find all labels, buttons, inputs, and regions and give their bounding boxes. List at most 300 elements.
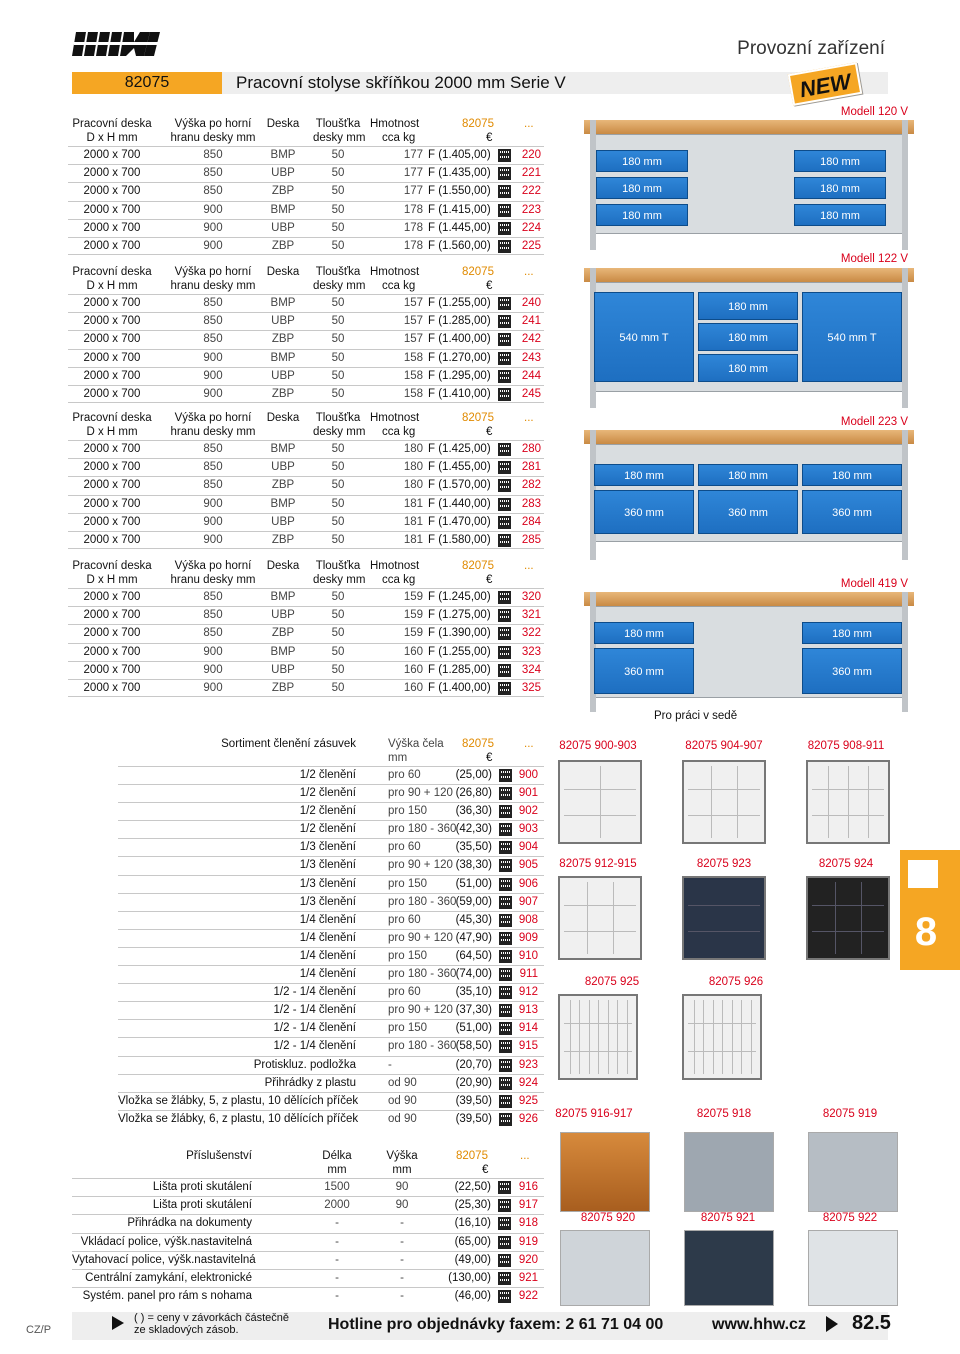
col-head: Tloušťka [315,412,361,424]
qr-code-icon [498,1217,511,1230]
qr-code-icon [498,315,511,328]
qr-code-icon [499,986,512,999]
cell-dimensions: 2000 x 700 [83,497,141,510]
cell-thickness: 50 [331,645,345,658]
bench-drawer: 360 mm [698,490,798,534]
cell-price: F (1.580,00) [428,533,491,546]
cell-top-type: BMP [270,645,296,658]
table-row [68,164,544,182]
cell-dimensions: 2000 x 700 [83,221,141,234]
cell-weight: 159 [403,627,423,640]
cell-front-height: pro 150 [388,877,428,890]
cell-thickness: 50 [331,461,345,474]
cell-price: F (1.560,00) [428,239,491,252]
col-head: Pracovní deska [72,118,152,130]
cell-height: - [400,1253,404,1266]
cell-thickness: 50 [331,515,345,528]
cell-price: (46,00) [454,1290,491,1303]
col-head: desky mm [313,426,366,438]
qr-code-icon [498,1254,511,1267]
cell-thickness: 50 [331,627,345,640]
col-head: € [486,426,493,438]
cell-weight: 181 [403,533,423,546]
accessory-image [684,1230,774,1306]
cell-suffix: 903 [518,823,538,836]
qr-code-icon [499,787,512,800]
cell-front-height: pro 180 - 360 [388,895,457,908]
cell-weight: 157 [403,315,423,328]
col-head: Hmotnost [370,118,420,130]
cell-suffix: 224 [521,221,541,234]
cell-weight: 160 [403,681,423,694]
qr-code-icon [499,896,512,909]
cell-suffix: 901 [518,787,538,800]
cell-price: F (1.425,00) [428,443,491,455]
qr-code-icon [498,149,511,162]
cell-dimensions: 2000 x 700 [83,369,141,382]
cell-top-type: BMP [270,149,296,161]
qr-code-icon [498,388,511,401]
cell-top-type: UBP [271,315,295,328]
cell-weight: 180 [403,461,423,474]
cell-height: 850 [203,479,223,492]
col-head: Hmotnost [370,412,420,424]
cell-front-height: pro 90 + 120 [388,859,453,872]
cell-front-height: od 90 [388,1112,417,1125]
cell-name: Lišta proti skutálení [152,1181,252,1193]
cell-price: F (1.440,00) [428,497,491,510]
cell-dimensions: 2000 x 700 [83,297,141,309]
table-row [68,312,544,330]
cell-suffix: 909 [518,931,538,944]
cell-front-height: od 90 [388,1076,417,1089]
col-head: Pracovní deska [72,412,152,424]
insert-image [806,876,890,960]
cell-price: (38,30) [455,859,492,872]
cell-height: 850 [203,591,223,603]
cell-front-height: pro 60 [388,913,421,926]
cell-height: - [400,1217,404,1230]
table-row [72,1214,544,1232]
cell-name: 1/2 členění [299,805,356,818]
col-head-dots: ... [520,1150,530,1162]
table-row [118,820,544,838]
cell-price: F (1.415,00) [428,203,491,216]
cell-name: 1/2 členění [299,769,356,781]
qr-code-icon [499,1077,512,1090]
cell-weight: 158 [403,387,423,400]
cell-height: 850 [203,443,223,455]
col-head: Výška po horní [174,118,252,130]
cell-name: Systém. panel pro rám s nohama [82,1290,252,1303]
cell-suffix: 926 [518,1112,538,1125]
cell-price: F (1.285,00) [428,663,491,676]
cell-thickness: 50 [331,333,345,346]
bench-drawer: 180 mm [698,464,798,486]
bench-419-image [584,592,914,712]
cell-weight: 159 [403,591,423,603]
arrow-icon [826,1316,838,1332]
col-head: 82075 [462,412,494,424]
bench-drawer: 180 mm [594,464,694,486]
bench-drawer: 360 mm [802,490,902,534]
cell-front-height: pro 60 [388,841,421,854]
model-label-120: Modell 120 V [840,106,908,118]
bench-table [68,116,544,255]
cell-suffix: 904 [518,841,538,854]
table-row [118,1056,544,1074]
table-row [72,1251,544,1269]
table-row [68,661,544,679]
table-row [118,856,544,874]
col-head: Pracovní deska [72,266,152,278]
insert-caption: 82075 918 [696,1108,752,1120]
cell-name: 1/3 členění [299,895,356,908]
cell-suffix: 321 [521,609,541,622]
cell-top-type: UBP [271,609,295,622]
accessory-caption: 82075 920 [580,1212,636,1224]
table-row [68,531,544,549]
arrow-icon [112,1316,124,1330]
table-row [68,349,544,367]
cell-suffix: 911 [519,968,538,981]
cell-price: F (1.255,00) [428,645,491,658]
cell-dimensions: 2000 x 700 [83,609,141,622]
cell-top-type: UBP [271,515,295,528]
cell-price: (59,00) [455,895,492,908]
cell-suffix: 916 [518,1181,538,1193]
col-head-height-unit: mm [392,1164,412,1176]
cell-dimensions: 2000 x 700 [83,387,141,400]
cell-length: - [335,1217,339,1230]
qr-code-icon [499,1040,512,1053]
table-row [72,1233,544,1251]
cell-suffix: 918 [518,1217,538,1230]
cell-price: F (1.295,00) [428,369,491,382]
qr-code-icon [498,1236,511,1249]
col-head: Tloušťka [315,266,361,278]
cell-weight: 181 [403,497,423,510]
table-row [68,440,544,458]
table-row [68,458,544,476]
col-head: Tloušťka [315,560,361,572]
cell-price: (130,00) [448,1271,491,1284]
cell-price: (36,30) [455,805,492,818]
col-head: € [486,132,493,144]
table-row [68,219,544,237]
bench-drawer: 180 mm [794,177,886,199]
cell-thickness: 50 [331,533,345,546]
cell-thickness: 50 [331,443,345,455]
cell-name: 1/2 - 1/4 členění [273,1022,356,1035]
insert-caption: 82075 925 [584,976,640,988]
col-head: hranu desky mm [170,574,256,586]
cell-dimensions: 2000 x 700 [83,627,141,640]
table-row [68,385,544,403]
cell-suffix: 905 [518,859,538,872]
cell-length: 2000 [324,1199,350,1212]
qr-code-icon [498,222,511,235]
table-row [118,893,544,911]
qr-code-icon [498,498,511,511]
col-head: desky mm [313,574,366,586]
table-row [118,1001,544,1019]
cell-front-height: od 90 [388,1094,417,1107]
cell-name: Vložka se žlábky, 6, z plastu, 10 dělících příček [118,1112,359,1125]
cell-weight: 178 [403,203,423,216]
table-row [118,875,544,893]
cell-dimensions: 2000 x 700 [83,645,141,658]
cell-suffix: 244 [521,369,541,382]
insert-image [806,760,890,844]
cell-height: - [400,1235,404,1248]
col-head-currency: € [482,1164,489,1176]
cell-weight: 178 [403,221,423,234]
cell-suffix: 922 [518,1290,538,1303]
table-row [118,838,544,856]
col-head: hranu desky mm [170,426,256,438]
col-head: cca kg [382,574,416,586]
page-title: Pracovní stolyse skříňkou 2000 mm Serie V [236,73,566,92]
cell-suffix: 920 [518,1253,538,1266]
table-row [118,911,544,929]
cell-suffix: 221 [521,167,541,180]
qr-code-icon [499,1022,512,1035]
col-head: ... [524,118,534,130]
cell-price: F (1.435,00) [428,167,491,180]
qr-code-icon [498,240,511,253]
cell-weight: 157 [403,297,423,309]
cell-top-type: UBP [271,369,295,382]
cell-price: (35,10) [455,986,492,999]
col-head: Deska [266,412,300,424]
cell-height: 900 [203,369,223,382]
hhw-logo [70,30,162,58]
col-head: Deska [266,266,300,278]
cell-top-type: UBP [271,221,295,234]
table-row [118,947,544,965]
insert-image [682,876,766,960]
table-row [68,606,544,624]
footer-note-line-2: ze skladových zásob. [134,1324,239,1336]
cell-suffix: 923 [518,1058,538,1071]
cell-height: 850 [203,297,223,309]
cell-price: F (1.410,00) [428,387,491,400]
cell-height: 850 [203,333,223,346]
cell-name: Vkládací police, výšk.nastavitelná [80,1235,252,1248]
table-row [72,1269,544,1287]
col-head: cca kg [382,132,416,144]
qr-code-icon [498,479,511,492]
qr-code-icon [499,1004,512,1017]
cell-height: 900 [203,681,223,694]
cell-weight: 158 [403,351,423,364]
bench-drawer: 180 mm [698,323,798,351]
cell-height: 900 [203,351,223,364]
qr-code-icon [499,878,512,891]
cell-weight: 157 [403,333,423,346]
region-code: CZ/P [26,1324,52,1336]
qr-code-icon [498,1199,511,1212]
table-row [118,965,544,983]
cell-thickness: 50 [331,297,345,309]
cell-dimensions: 2000 x 700 [83,515,141,528]
bench-drawer: 180 mm [596,204,688,226]
cell-name: Vytahovací police, výšk.nastavitelná [72,1253,256,1266]
table-row [72,1196,544,1214]
cell-height: 850 [203,627,223,640]
cell-suffix: 281 [521,461,541,474]
cell-suffix: 921 [518,1271,538,1284]
col-head-front-unit: mm [388,752,408,764]
cell-weight: 160 [403,645,423,658]
cell-suffix: 914 [518,1022,538,1035]
insert-image [558,994,638,1080]
bench-drawer: 180 mm [698,292,798,320]
cell-name: 1/3 členění [299,877,356,890]
bench-table [68,264,544,403]
cell-weight: 177 [403,185,423,198]
cell-thickness: 50 [331,185,345,198]
cell-name: Lišta proti skutálení [152,1199,252,1212]
cell-price: F (1.455,00) [428,461,491,474]
qr-code-icon [499,1059,512,1072]
col-head: Výška po horní [174,412,252,424]
cell-thickness: 50 [331,239,345,252]
cell-front-height: pro 150 [388,1022,428,1035]
bench-drawer: 180 mm [794,150,886,172]
qr-code-icon [498,461,511,474]
cell-top-type: ZBP [271,681,295,694]
cell-height: 900 [203,515,223,528]
cell-length: 1500 [324,1181,350,1193]
website-link[interactable]: www.hhw.cz [712,1316,806,1333]
table-row [68,330,544,348]
insert-image [558,876,642,960]
cell-top-type: UBP [271,461,295,474]
cell-dimensions: 2000 x 700 [83,479,141,492]
cell-top-type: BMP [270,591,296,603]
bench-drawer: 180 mm [594,622,694,644]
bench-122-image [584,268,914,408]
cell-front-height: pro 180 - 360 [388,968,457,981]
cell-height: 90 [395,1199,409,1212]
chapter-tab [900,850,960,970]
cell-name: Protiskluz. podložka [253,1058,356,1071]
bench-drawer: 180 mm [698,354,798,382]
col-head: 82075 [462,560,494,572]
cell-front-height: pro 60 [388,986,421,999]
cell-top-type: ZBP [271,185,295,198]
cell-name: 1/2 - 1/4 členění [273,1040,356,1053]
col-head-name: Sortiment členění zásuvek [221,738,356,750]
cell-suffix: 910 [518,949,538,962]
cell-suffix: 220 [521,149,541,161]
qr-code-icon [498,664,511,677]
cell-price: (49,00) [454,1253,491,1266]
cell-thickness: 50 [331,609,345,622]
table-row [68,643,544,661]
qr-code-icon [499,841,512,854]
qr-code-icon [498,185,511,198]
accessory-image [560,1230,650,1306]
qr-code-icon [499,932,512,945]
cell-price: (20,90) [455,1076,492,1089]
section-title: Provozní zařízení [737,38,885,59]
cell-name: 1/3 členění [299,859,356,872]
cell-dimensions: 2000 x 700 [83,443,141,455]
page-number: 82.5 [852,1312,891,1334]
qr-code-icon [498,609,511,622]
col-head: Deska [266,118,300,130]
cell-thickness: 50 [331,167,345,180]
cell-thickness: 50 [331,351,345,364]
qr-code-icon [499,859,512,872]
col-head: desky mm [313,132,366,144]
cell-price: (39,50) [455,1112,492,1125]
cell-price: F (1.405,00) [428,149,491,161]
qr-code-icon [499,769,512,782]
cell-name: 1/2 členění [299,787,356,800]
cell-top-type: UBP [271,663,295,676]
cell-price: (35,50) [455,841,492,854]
cell-suffix: 285 [521,533,541,546]
cell-price: (16,10) [454,1217,491,1230]
table-row [118,784,544,802]
cell-price: (22,50) [454,1181,491,1193]
col-head: 82075 [462,118,494,130]
new-badge: NEW [788,62,862,106]
cell-dimensions: 2000 x 700 [83,315,141,328]
col-head-code: 82075 [456,1150,488,1162]
qr-code-icon [499,1113,512,1126]
accessory-caption: 82075 921 [700,1212,756,1224]
qr-code-icon [498,1290,511,1303]
cell-name: 1/4 členění [299,931,356,944]
qr-code-icon [498,297,511,310]
qr-code-icon [498,167,511,180]
table-row [68,237,544,255]
cell-name: Přihrádka na dokumenty [127,1217,252,1230]
accessory-image [560,1132,650,1212]
cell-thickness: 50 [331,387,345,400]
accessory-image [808,1132,898,1212]
cell-suffix: 919 [518,1235,538,1248]
cell-weight: 177 [403,167,423,180]
table-row [118,766,544,784]
qr-code-icon [498,333,511,346]
cell-suffix: 924 [518,1076,538,1089]
bench-drawer: 540 mm T [594,292,694,382]
cell-name: 1/2 - 1/4 členění [273,1004,356,1017]
cell-top-type: BMP [270,297,296,309]
cell-price: (47,90) [455,931,492,944]
cell-price: (25,00) [455,769,492,781]
qr-code-icon [499,805,512,818]
cell-front-height: pro 150 [388,949,428,962]
cell-top-type: UBP [271,167,295,180]
table-row [72,1178,544,1196]
cell-weight: 181 [403,515,423,528]
col-head-code: 82075 [462,738,494,750]
cell-price: (26,80) [455,787,492,800]
cell-length: - [335,1290,339,1303]
cell-weight: 159 [403,609,423,622]
cell-top-type: ZBP [271,239,295,252]
cell-suffix: 915 [518,1040,538,1053]
cell-price: (42,30) [455,823,492,836]
cell-price: F (1.445,00) [428,221,491,234]
